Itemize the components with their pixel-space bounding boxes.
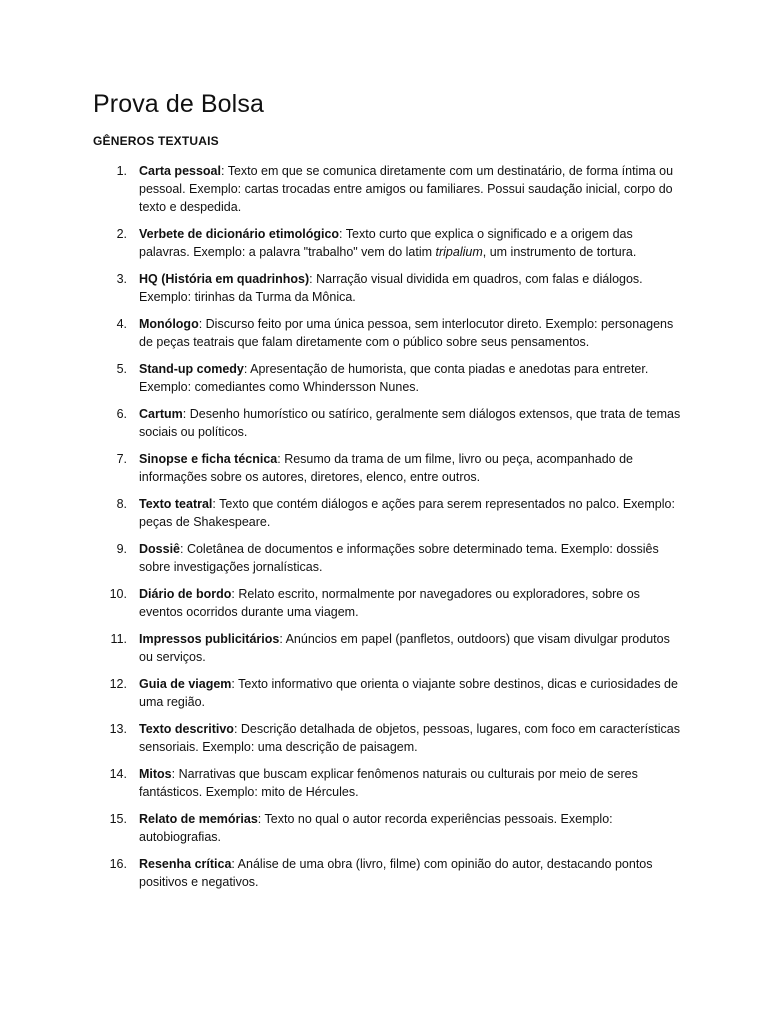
list-item: [93, 855, 683, 891]
list-item-number: 2.: [116, 227, 127, 241]
list-item-term: Resenha crítica: [139, 857, 232, 871]
list-item-description: : Resumo da trama de um filme, livro ou peça, acompanhado de informações sobre os autores, diretores, elenco, entre outros.: [139, 452, 633, 484]
list-item-italic-word: tripalium: [435, 245, 483, 259]
document-page: [93, 86, 683, 900]
list-item-description: : Texto que contém diálogos e ações para serem representados no palco. Exemplo: peças de Shakespeare.: [139, 497, 675, 529]
list-item-number: 1.: [116, 164, 127, 178]
list-item: [93, 270, 683, 306]
list-item-description: : Coletânea de documentos e informações sobre determinado tema. Exemplo: dossiês sobre investigações jornalísticas.: [139, 542, 659, 574]
list-item-number: 10.: [109, 587, 127, 601]
list-item-number: 7.: [116, 452, 127, 466]
list-item: [93, 540, 683, 576]
list-item-number: 13.: [109, 722, 127, 736]
list-item-term: Texto teatral: [139, 497, 213, 511]
list-item-description: : Desenho humorístico ou satírico, geralmente sem diálogos extensos, que trata de temas sociais ou políticos.: [139, 407, 681, 439]
list-item-description: : Texto informativo que orienta o viajante sobre destinos, dicas e curiosidades de uma região.: [139, 677, 678, 709]
list-item-number: 8.: [116, 497, 127, 511]
list-item-description: : Anúncios em papel (panfletos, outdoors) que visam divulgar produtos ou serviços.: [139, 632, 670, 664]
list-item: [93, 720, 683, 756]
list-item: [93, 495, 683, 531]
list-item-number: 15.: [109, 812, 127, 826]
list-item-description: : Texto no qual o autor recorda experiências pessoais. Exemplo: autobiografias.: [139, 812, 613, 844]
list-item-description: : Narração visual dividida em quadros, com falas e diálogos. Exemplo: tirinhas da Turma da Mônica.: [139, 272, 643, 304]
list-item-number: 6.: [116, 407, 127, 421]
list-item-term: Impressos publicitários: [139, 632, 280, 646]
list-item-term: Cartum: [139, 407, 183, 421]
list-item-description: : Análise de uma obra (livro, filme) com opinião do autor, destacando pontos positivos e negativos.: [139, 857, 653, 889]
genre-list: [93, 162, 683, 891]
list-item-description: : Texto curto que explica o significado e a origem das palavras. Exemplo: a palavra "trabalho" vem do latim: [139, 227, 633, 259]
list-item-number: 9.: [116, 542, 127, 556]
list-item: [93, 810, 683, 846]
list-item: [93, 675, 683, 711]
list-item-description: : Narrativas que buscam explicar fenômenos naturais ou culturais por meio de seres fantásticos. Exemplo: mito de Hércules.: [139, 767, 638, 799]
list-item-term: Verbete de dicionário etimológico: [139, 227, 340, 241]
list-item: [93, 405, 683, 441]
list-item-term: Sinopse e ficha técnica: [139, 452, 278, 466]
list-item: [93, 162, 683, 216]
list-item-term: Carta pessoal: [139, 164, 221, 178]
list-item-number: 14.: [109, 767, 127, 781]
list-item-description: : Texto em que se comunica diretamente com um destinatário, de forma íntima ou pessoal. Exemplo: cartas trocadas entre amigos ou familiares. Possui saudação inicial, corpo do texto e despedida.: [139, 164, 674, 214]
list-item-description-continued: , um instrumento de tortura.: [482, 245, 637, 259]
list-item-number: 12.: [109, 677, 127, 691]
list-item: [93, 450, 683, 486]
list-item-number: 16.: [109, 857, 127, 871]
list-item: [93, 630, 683, 666]
section-heading: GÊNEROS TEXTUAIS: [93, 134, 219, 148]
list-item-term: Stand-up comedy: [139, 362, 244, 376]
list-item-number: 5.: [116, 362, 127, 376]
list-item-description: : Descrição detalhada de objetos, pessoas, lugares, com foco em características sensoriais. Exemplo: uma descrição de paisagem.: [139, 722, 680, 754]
list-item: [93, 585, 683, 621]
list-item-term: Dossiê: [139, 542, 180, 556]
list-item-term: Diário de bordo: [139, 587, 232, 601]
list-item-term: Guia de viagem: [139, 677, 232, 691]
list-item-number: 3.: [116, 272, 127, 286]
list-item: [93, 225, 683, 261]
list-item: [93, 315, 683, 351]
list-item-number: 11.: [110, 632, 127, 646]
page-title: Prova de Bolsa: [93, 90, 264, 118]
list-item-term: Mitos: [139, 767, 172, 781]
list-item-term: Relato de memórias: [139, 812, 258, 826]
list-item-description: : Apresentação de humorista, que conta piadas e anedotas para entreter. Exemplo: comediantes como Whindersson Nunes.: [139, 362, 649, 394]
list-item-description: : Discurso feito por uma única pessoa, sem interlocutor direto. Exemplo: personagens de peças teatrais que falam diretamente com o público sobre seus pensamentos.: [139, 317, 674, 349]
list-item-number: 4.: [116, 317, 127, 331]
list-item: [93, 765, 683, 801]
list-item-term: Texto descritivo: [139, 722, 234, 736]
list-item-description: : Relato escrito, normalmente por navegadores ou exploradores, sobre os eventos ocorridos durante uma viagem.: [139, 587, 640, 619]
list-item-term: HQ (História em quadrinhos): [139, 272, 310, 286]
list-item: [93, 360, 683, 396]
list-item-term: Monólogo: [139, 317, 199, 331]
